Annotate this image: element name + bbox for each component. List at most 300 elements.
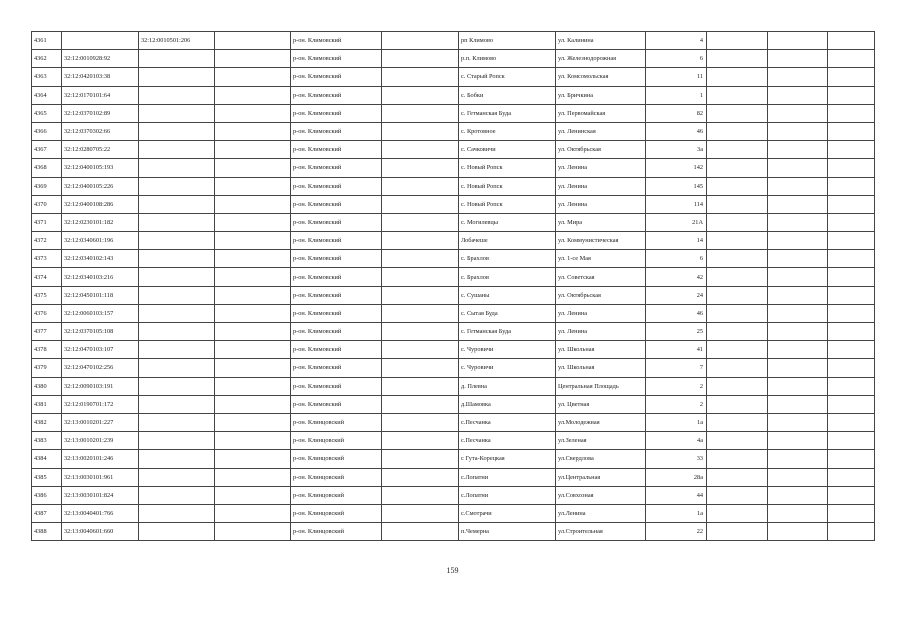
settlement-cell: с. Кротовное: [459, 122, 556, 140]
row-number-cell: 4363: [32, 68, 62, 86]
cadastral-number-alt-cell: [139, 413, 215, 431]
empty-cell-cell: [828, 341, 875, 359]
settlement-cell: с. Новый Ропск: [459, 159, 556, 177]
row-number-cell: 4362: [32, 50, 62, 68]
register-table: [31, 31, 875, 541]
empty-cell-cell: [707, 504, 768, 522]
empty-cell-cell: [828, 32, 875, 50]
row-number-cell: 4374: [32, 268, 62, 286]
empty-cell-cell: [707, 359, 768, 377]
settlement-cell: с. Старый Ропск: [459, 68, 556, 86]
table-row: [32, 232, 875, 250]
street-cell: ул.Свердлова: [556, 450, 646, 468]
empty-cell-cell: [707, 413, 768, 431]
district-cell: р-он. Климовский: [291, 195, 382, 213]
empty-cell-cell: [768, 213, 828, 231]
settlement-cell: с.Песчанка: [459, 432, 556, 450]
table-row: [32, 304, 875, 322]
cadastral-number-cell: 32:12:0170101:64: [62, 86, 139, 104]
street-cell: ул. Калинина: [556, 32, 646, 50]
street-cell: ул. Ленинская: [556, 122, 646, 140]
empty-cell-cell: [382, 304, 459, 322]
row-number-cell: 4384: [32, 450, 62, 468]
house-number-cell: 42: [646, 268, 707, 286]
empty-cell-cell: [828, 68, 875, 86]
empty-cell-cell: [707, 450, 768, 468]
cadastral-number-alt-cell: [139, 268, 215, 286]
cadastral-number-alt-cell: [139, 286, 215, 304]
row-number-cell: 4364: [32, 86, 62, 104]
empty-cell-cell: [215, 159, 291, 177]
settlement-cell: с. Сушаны: [459, 286, 556, 304]
cadastral-number-alt-cell: [139, 159, 215, 177]
house-number-cell: 1а: [646, 504, 707, 522]
empty-cell-cell: [707, 395, 768, 413]
street-cell: ул.Центральная: [556, 468, 646, 486]
cadastral-number-alt-cell: [139, 141, 215, 159]
district-cell: р-он. Клинцовский: [291, 450, 382, 468]
table-row: [32, 432, 875, 450]
empty-cell-cell: [215, 523, 291, 541]
empty-cell-cell: [215, 323, 291, 341]
table-row: [32, 68, 875, 86]
settlement-cell: с. Брахлов: [459, 250, 556, 268]
cadastral-number-alt-cell: [139, 377, 215, 395]
cadastral-number-alt-cell: [139, 177, 215, 195]
cadastral-number-cell: 32:13:0030101:824: [62, 486, 139, 504]
row-number-cell: 4372: [32, 232, 62, 250]
cadastral-number-cell: 32:12:0340102:143: [62, 250, 139, 268]
table-row: [32, 504, 875, 522]
empty-cell-cell: [828, 523, 875, 541]
table-row: [32, 104, 875, 122]
street-cell: ул. Ленина: [556, 177, 646, 195]
empty-cell-cell: [382, 159, 459, 177]
empty-cell-cell: [707, 86, 768, 104]
house-number-cell: 82: [646, 104, 707, 122]
district-cell: р-он. Климовский: [291, 159, 382, 177]
empty-cell-cell: [768, 286, 828, 304]
house-number-cell: 2: [646, 377, 707, 395]
house-number-cell: 46: [646, 122, 707, 140]
empty-cell-cell: [768, 450, 828, 468]
settlement-cell: с. Бобки: [459, 86, 556, 104]
row-number-cell: 4367: [32, 141, 62, 159]
empty-cell-cell: [215, 268, 291, 286]
empty-cell-cell: [768, 268, 828, 286]
settlement-cell: д. Плевна: [459, 377, 556, 395]
district-cell: р-он. Климовский: [291, 32, 382, 50]
empty-cell-cell: [707, 122, 768, 140]
empty-cell-cell: [707, 195, 768, 213]
cadastral-number-alt-cell: 32:12:0010501:206: [139, 32, 215, 50]
empty-cell-cell: [768, 50, 828, 68]
district-cell: р-он. Климовский: [291, 304, 382, 322]
empty-cell-cell: [215, 50, 291, 68]
settlement-cell: р.п. Климово: [459, 50, 556, 68]
cadastral-number-cell: 32:12:0420103:38: [62, 68, 139, 86]
empty-cell-cell: [215, 504, 291, 522]
settlement-cell: с Гута-Корецкая: [459, 450, 556, 468]
empty-cell-cell: [828, 86, 875, 104]
empty-cell-cell: [828, 377, 875, 395]
cadastral-number-alt-cell: [139, 523, 215, 541]
street-cell: ул. Школьная: [556, 359, 646, 377]
empty-cell-cell: [768, 104, 828, 122]
empty-cell-cell: [768, 232, 828, 250]
settlement-cell: с. Сытая Буда: [459, 304, 556, 322]
row-number-cell: 4387: [32, 504, 62, 522]
empty-cell-cell: [707, 104, 768, 122]
empty-cell-cell: [768, 468, 828, 486]
cadastral-number-alt-cell: [139, 486, 215, 504]
empty-cell-cell: [828, 250, 875, 268]
empty-cell-cell: [828, 468, 875, 486]
cadastral-number-alt-cell: [139, 450, 215, 468]
empty-cell-cell: [382, 232, 459, 250]
house-number-cell: 41: [646, 341, 707, 359]
cadastral-number-alt-cell: [139, 122, 215, 140]
empty-cell-cell: [828, 286, 875, 304]
empty-cell-cell: [768, 86, 828, 104]
cadastral-number-alt-cell: [139, 468, 215, 486]
empty-cell-cell: [828, 50, 875, 68]
empty-cell-cell: [215, 122, 291, 140]
empty-cell-cell: [768, 377, 828, 395]
house-number-cell: 46: [646, 304, 707, 322]
settlement-cell: с. Гетманская Буда: [459, 104, 556, 122]
empty-cell-cell: [215, 377, 291, 395]
page-number: 159: [446, 566, 459, 575]
empty-cell-cell: [215, 468, 291, 486]
empty-cell-cell: [382, 122, 459, 140]
empty-cell-cell: [382, 268, 459, 286]
district-cell: р-он. Климовский: [291, 50, 382, 68]
cadastral-number-alt-cell: [139, 432, 215, 450]
settlement-cell: рп Климово: [459, 32, 556, 50]
empty-cell-cell: [768, 159, 828, 177]
house-number-cell: 145: [646, 177, 707, 195]
district-cell: р-он. Климовский: [291, 377, 382, 395]
cadastral-number-cell: 32:12:0400105:193: [62, 159, 139, 177]
empty-cell-cell: [382, 377, 459, 395]
table-row: [32, 177, 875, 195]
house-number-cell: 4: [646, 32, 707, 50]
district-cell: р-он. Климовский: [291, 395, 382, 413]
street-cell: ул. Ленина: [556, 323, 646, 341]
cadastral-number-cell: 32:12:0370102:89: [62, 104, 139, 122]
empty-cell-cell: [768, 195, 828, 213]
table-row: [32, 159, 875, 177]
street-cell: ул. Коммунистическая: [556, 232, 646, 250]
table-row: [32, 450, 875, 468]
empty-cell-cell: [828, 304, 875, 322]
cadastral-number-cell: 32:12:0400105:226: [62, 177, 139, 195]
empty-cell-cell: [215, 86, 291, 104]
empty-cell-cell: [215, 68, 291, 86]
settlement-cell: с.Песчанка: [459, 413, 556, 431]
cadastral-number-cell: 32:12:0060103:157: [62, 304, 139, 322]
settlement-cell: Лобачеше: [459, 232, 556, 250]
house-number-cell: 24: [646, 286, 707, 304]
table-row: [32, 486, 875, 504]
row-number-cell: 4366: [32, 122, 62, 140]
street-cell: Центральная Площадь: [556, 377, 646, 395]
empty-cell-cell: [215, 413, 291, 431]
house-number-cell: 33: [646, 450, 707, 468]
empty-cell-cell: [828, 141, 875, 159]
street-cell: ул.Строительная: [556, 523, 646, 541]
district-cell: р-он. Климовский: [291, 122, 382, 140]
empty-cell-cell: [215, 486, 291, 504]
street-cell: ул. Советская: [556, 268, 646, 286]
cadastral-number-alt-cell: [139, 232, 215, 250]
empty-cell-cell: [828, 323, 875, 341]
cadastral-number-alt-cell: [139, 213, 215, 231]
cadastral-number-cell: 32:12:0470102:256: [62, 359, 139, 377]
empty-cell-cell: [707, 232, 768, 250]
house-number-cell: 11: [646, 68, 707, 86]
empty-cell-cell: [828, 177, 875, 195]
row-number-cell: 4365: [32, 104, 62, 122]
empty-cell-cell: [828, 504, 875, 522]
empty-cell-cell: [828, 486, 875, 504]
empty-cell-cell: [768, 523, 828, 541]
settlement-cell: с. Чуровичи: [459, 341, 556, 359]
table-row: [32, 468, 875, 486]
row-number-cell: 4386: [32, 486, 62, 504]
cadastral-number-cell: 32:12:0090103:191: [62, 377, 139, 395]
settlement-cell: с.Лопатни: [459, 468, 556, 486]
empty-cell-cell: [768, 486, 828, 504]
cadastral-number-cell: 32:12:0370302:66: [62, 122, 139, 140]
empty-cell-cell: [382, 323, 459, 341]
row-number-cell: 4368: [32, 159, 62, 177]
empty-cell-cell: [382, 68, 459, 86]
empty-cell-cell: [707, 177, 768, 195]
street-cell: ул.Молодежная: [556, 413, 646, 431]
empty-cell-cell: [382, 468, 459, 486]
empty-cell-cell: [382, 486, 459, 504]
empty-cell-cell: [382, 286, 459, 304]
empty-cell-cell: [382, 104, 459, 122]
house-number-cell: 142: [646, 159, 707, 177]
empty-cell-cell: [768, 395, 828, 413]
cadastral-number-alt-cell: [139, 86, 215, 104]
settlement-cell: с. Новый Ропск: [459, 195, 556, 213]
cadastral-number-cell: 32:13:0040401:766: [62, 504, 139, 522]
empty-cell-cell: [382, 523, 459, 541]
row-number-cell: 4385: [32, 468, 62, 486]
street-cell: ул. Ленина: [556, 159, 646, 177]
empty-cell-cell: [215, 104, 291, 122]
settlement-cell: с.Смотрачи: [459, 504, 556, 522]
street-cell: ул. Мира: [556, 213, 646, 231]
empty-cell-cell: [768, 141, 828, 159]
settlement-cell: п.Чемерна: [459, 523, 556, 541]
cadastral-number-cell: 32:13:0010201:239: [62, 432, 139, 450]
cadastral-number-alt-cell: [139, 304, 215, 322]
cadastral-number-alt-cell: [139, 104, 215, 122]
street-cell: ул. 1-се Мая: [556, 250, 646, 268]
row-number-cell: 4388: [32, 523, 62, 541]
district-cell: р-он. Климовский: [291, 250, 382, 268]
settlement-cell: с. Гетманская Буда: [459, 323, 556, 341]
street-cell: ул. Железнодорожная: [556, 50, 646, 68]
settlement-cell: с. Новый Ропск: [459, 177, 556, 195]
district-cell: р-он. Климовский: [291, 341, 382, 359]
empty-cell-cell: [215, 250, 291, 268]
empty-cell-cell: [707, 468, 768, 486]
empty-cell-cell: [707, 141, 768, 159]
table-row: [32, 268, 875, 286]
empty-cell-cell: [707, 341, 768, 359]
empty-cell-cell: [768, 32, 828, 50]
empty-cell-cell: [707, 432, 768, 450]
empty-cell-cell: [828, 213, 875, 231]
table-row: [32, 323, 875, 341]
cadastral-number-alt-cell: [139, 323, 215, 341]
street-cell: ул. Цветная: [556, 395, 646, 413]
settlement-cell: с. Сачковичи: [459, 141, 556, 159]
table-row: [32, 141, 875, 159]
empty-cell-cell: [707, 250, 768, 268]
house-number-cell: 1: [646, 86, 707, 104]
row-number-cell: 4378: [32, 341, 62, 359]
empty-cell-cell: [382, 86, 459, 104]
district-cell: р-он. Климовский: [291, 286, 382, 304]
table-row: [32, 250, 875, 268]
table-row: [32, 86, 875, 104]
empty-cell-cell: [768, 304, 828, 322]
cadastral-number-cell: 32:12:0400108:286: [62, 195, 139, 213]
house-number-cell: 114: [646, 195, 707, 213]
empty-cell-cell: [215, 232, 291, 250]
table-row: [32, 213, 875, 231]
empty-cell-cell: [768, 341, 828, 359]
empty-cell-cell: [382, 250, 459, 268]
empty-cell-cell: [215, 432, 291, 450]
empty-cell-cell: [828, 122, 875, 140]
row-number-cell: 4381: [32, 395, 62, 413]
table-row: [32, 122, 875, 140]
house-number-cell: 44: [646, 486, 707, 504]
settlement-cell: с. Чуровичи: [459, 359, 556, 377]
district-cell: р-он. Климовский: [291, 323, 382, 341]
cadastral-number-cell: 32:12:0230101:182: [62, 213, 139, 231]
settlement-cell: д.Шамовка: [459, 395, 556, 413]
empty-cell-cell: [215, 359, 291, 377]
settlement-cell: с. Брахлов: [459, 268, 556, 286]
street-cell: ул.Совхозная: [556, 486, 646, 504]
row-number-cell: 4376: [32, 304, 62, 322]
row-number-cell: 4369: [32, 177, 62, 195]
cadastral-number-cell: 32:13:0030101:961: [62, 468, 139, 486]
empty-cell-cell: [768, 122, 828, 140]
empty-cell-cell: [707, 68, 768, 86]
street-cell: ул. Ленина: [556, 195, 646, 213]
empty-cell-cell: [382, 177, 459, 195]
table-row: [32, 523, 875, 541]
table-row: [32, 286, 875, 304]
empty-cell-cell: [382, 359, 459, 377]
empty-cell-cell: [828, 232, 875, 250]
empty-cell-cell: [768, 413, 828, 431]
empty-cell-cell: [707, 50, 768, 68]
cadastral-number-cell: 32:12:0470103:107: [62, 341, 139, 359]
district-cell: р-он. Климовский: [291, 68, 382, 86]
street-cell: ул. Школьная: [556, 341, 646, 359]
cadastral-number-alt-cell: [139, 68, 215, 86]
cadastral-number-cell: 32:12:0370105:108: [62, 323, 139, 341]
cadastral-number-cell: 32:12:0190701:172: [62, 395, 139, 413]
empty-cell-cell: [707, 377, 768, 395]
empty-cell-cell: [382, 141, 459, 159]
street-cell: ул.Ленина: [556, 504, 646, 522]
cadastral-number-alt-cell: [139, 250, 215, 268]
house-number-cell: 14: [646, 232, 707, 250]
empty-cell-cell: [382, 504, 459, 522]
cadastral-number-cell: 32:12:0010928:92: [62, 50, 139, 68]
row-number-cell: 4377: [32, 323, 62, 341]
street-cell: ул. Первомайская: [556, 104, 646, 122]
table-row: [32, 32, 875, 50]
cadastral-number-cell: 32:12:0340601:196: [62, 232, 139, 250]
table-body: [32, 32, 875, 541]
empty-cell-cell: [215, 195, 291, 213]
house-number-cell: 7: [646, 359, 707, 377]
empty-cell-cell: [768, 68, 828, 86]
cadastral-number-cell: 32:12:0450101:118: [62, 286, 139, 304]
empty-cell-cell: [215, 304, 291, 322]
district-cell: р-он. Клинцовский: [291, 432, 382, 450]
table-row: [32, 195, 875, 213]
district-cell: р-он. Климовский: [291, 141, 382, 159]
house-number-cell: 1а: [646, 413, 707, 431]
empty-cell-cell: [215, 141, 291, 159]
empty-cell-cell: [707, 323, 768, 341]
district-cell: р-он. Клинцовский: [291, 486, 382, 504]
row-number-cell: 4382: [32, 413, 62, 431]
empty-cell-cell: [215, 286, 291, 304]
empty-cell-cell: [828, 359, 875, 377]
empty-cell-cell: [768, 323, 828, 341]
empty-cell-cell: [215, 450, 291, 468]
table-row: [32, 50, 875, 68]
empty-cell-cell: [768, 177, 828, 195]
empty-cell-cell: [707, 286, 768, 304]
row-number-cell: 4375: [32, 286, 62, 304]
row-number-cell: 4380: [32, 377, 62, 395]
cadastral-number-cell: 32:13:0040601:660: [62, 523, 139, 541]
cadastral-number-cell: 32:13:0010201:227: [62, 413, 139, 431]
empty-cell-cell: [768, 504, 828, 522]
empty-cell-cell: [768, 432, 828, 450]
street-cell: ул.Зеленая: [556, 432, 646, 450]
cadastral-number-alt-cell: [139, 195, 215, 213]
row-number-cell: 4383: [32, 432, 62, 450]
empty-cell-cell: [215, 177, 291, 195]
cadastral-number-alt-cell: [139, 395, 215, 413]
empty-cell-cell: [382, 432, 459, 450]
house-number-cell: 3а: [646, 141, 707, 159]
street-cell: ул. Октябрьская: [556, 286, 646, 304]
table-row: [32, 395, 875, 413]
house-number-cell: 28а: [646, 468, 707, 486]
district-cell: р-он. Климовский: [291, 177, 382, 195]
cadastral-number-alt-cell: [139, 341, 215, 359]
district-cell: р-он. Климовский: [291, 86, 382, 104]
